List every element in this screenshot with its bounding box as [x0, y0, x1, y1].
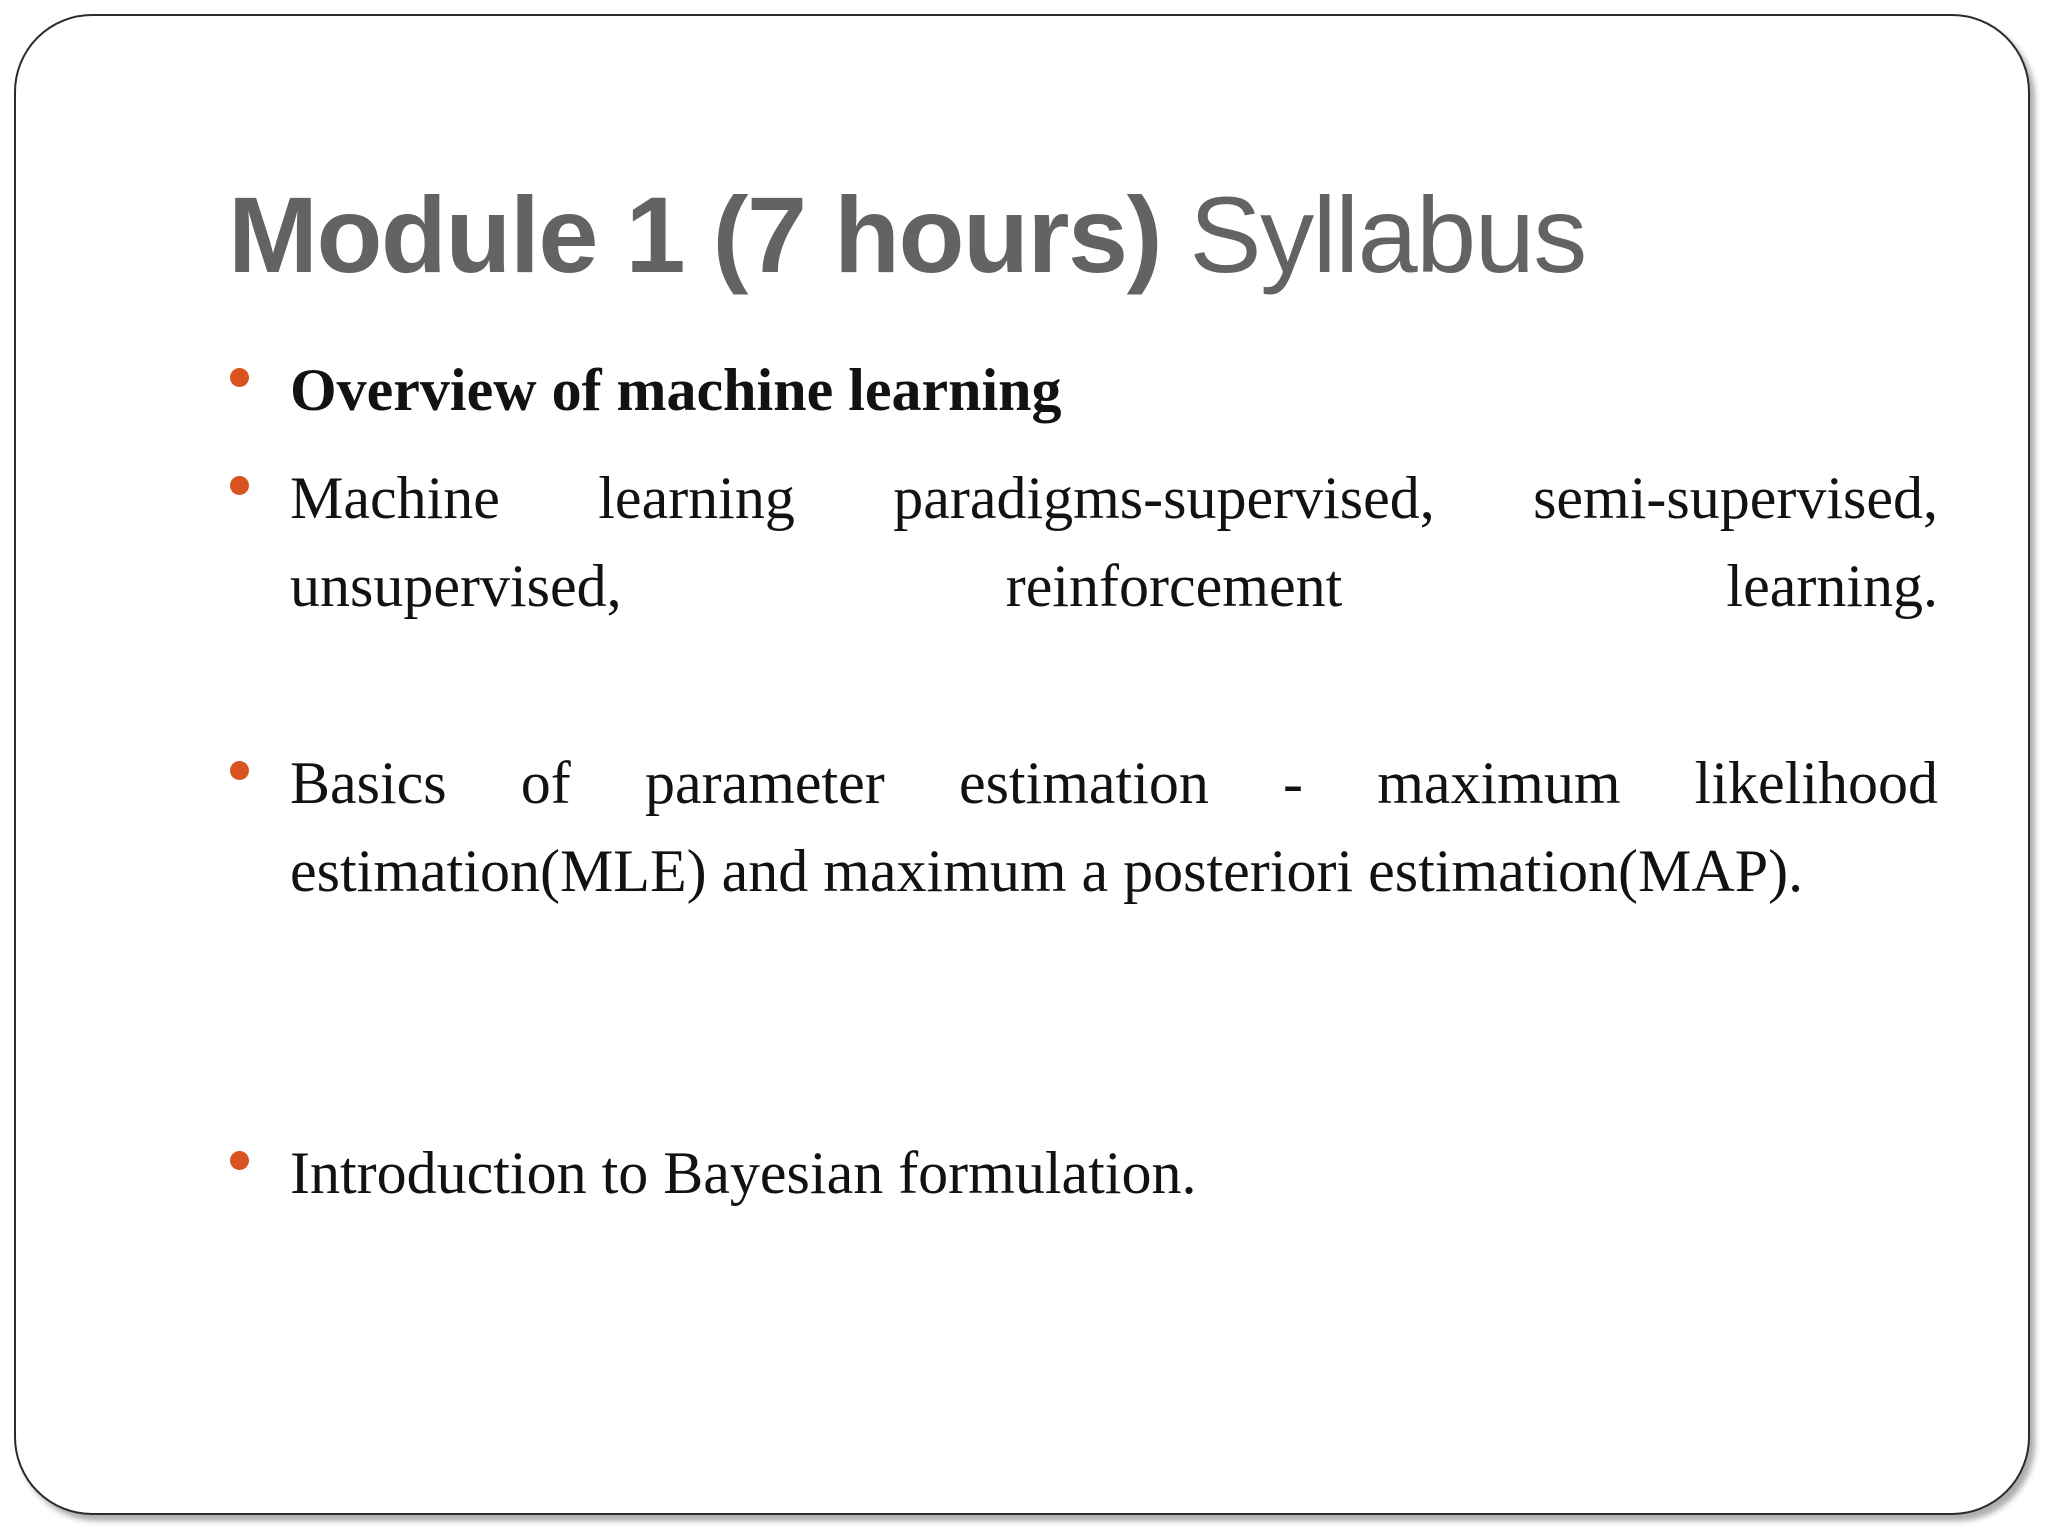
bullet-dot-icon — [230, 761, 249, 780]
bullet-text: Machine learning paradigms-supervised, semi-supervised, unsupervised, reinforcement learning. — [290, 465, 1938, 619]
bullet-item-bayesian — [228, 1129, 1938, 1217]
bullet-dot-icon — [230, 476, 249, 495]
slide-title-bold: Module 1 (7 hours) — [228, 174, 1162, 295]
bullet-dot-icon — [230, 1151, 249, 1170]
bullet-text: Introduction to Bayesian formulation. — [290, 1140, 1197, 1206]
bullet-dot-icon — [230, 368, 249, 387]
bullet-item-paradigms — [228, 454, 1938, 630]
bullet-text: Overview of machine learning — [290, 357, 1062, 423]
bullet-item-parameter-estimation — [228, 739, 1938, 915]
slide-title — [228, 175, 1586, 296]
slide-title-light: Syllabus — [1189, 174, 1586, 295]
bullet-text: Basics of parameter estimation - maximum likelihood estimation(MLE) and maximum a posteriori estimation(MAP). — [290, 750, 1938, 904]
bullet-item-overview — [228, 346, 1938, 434]
